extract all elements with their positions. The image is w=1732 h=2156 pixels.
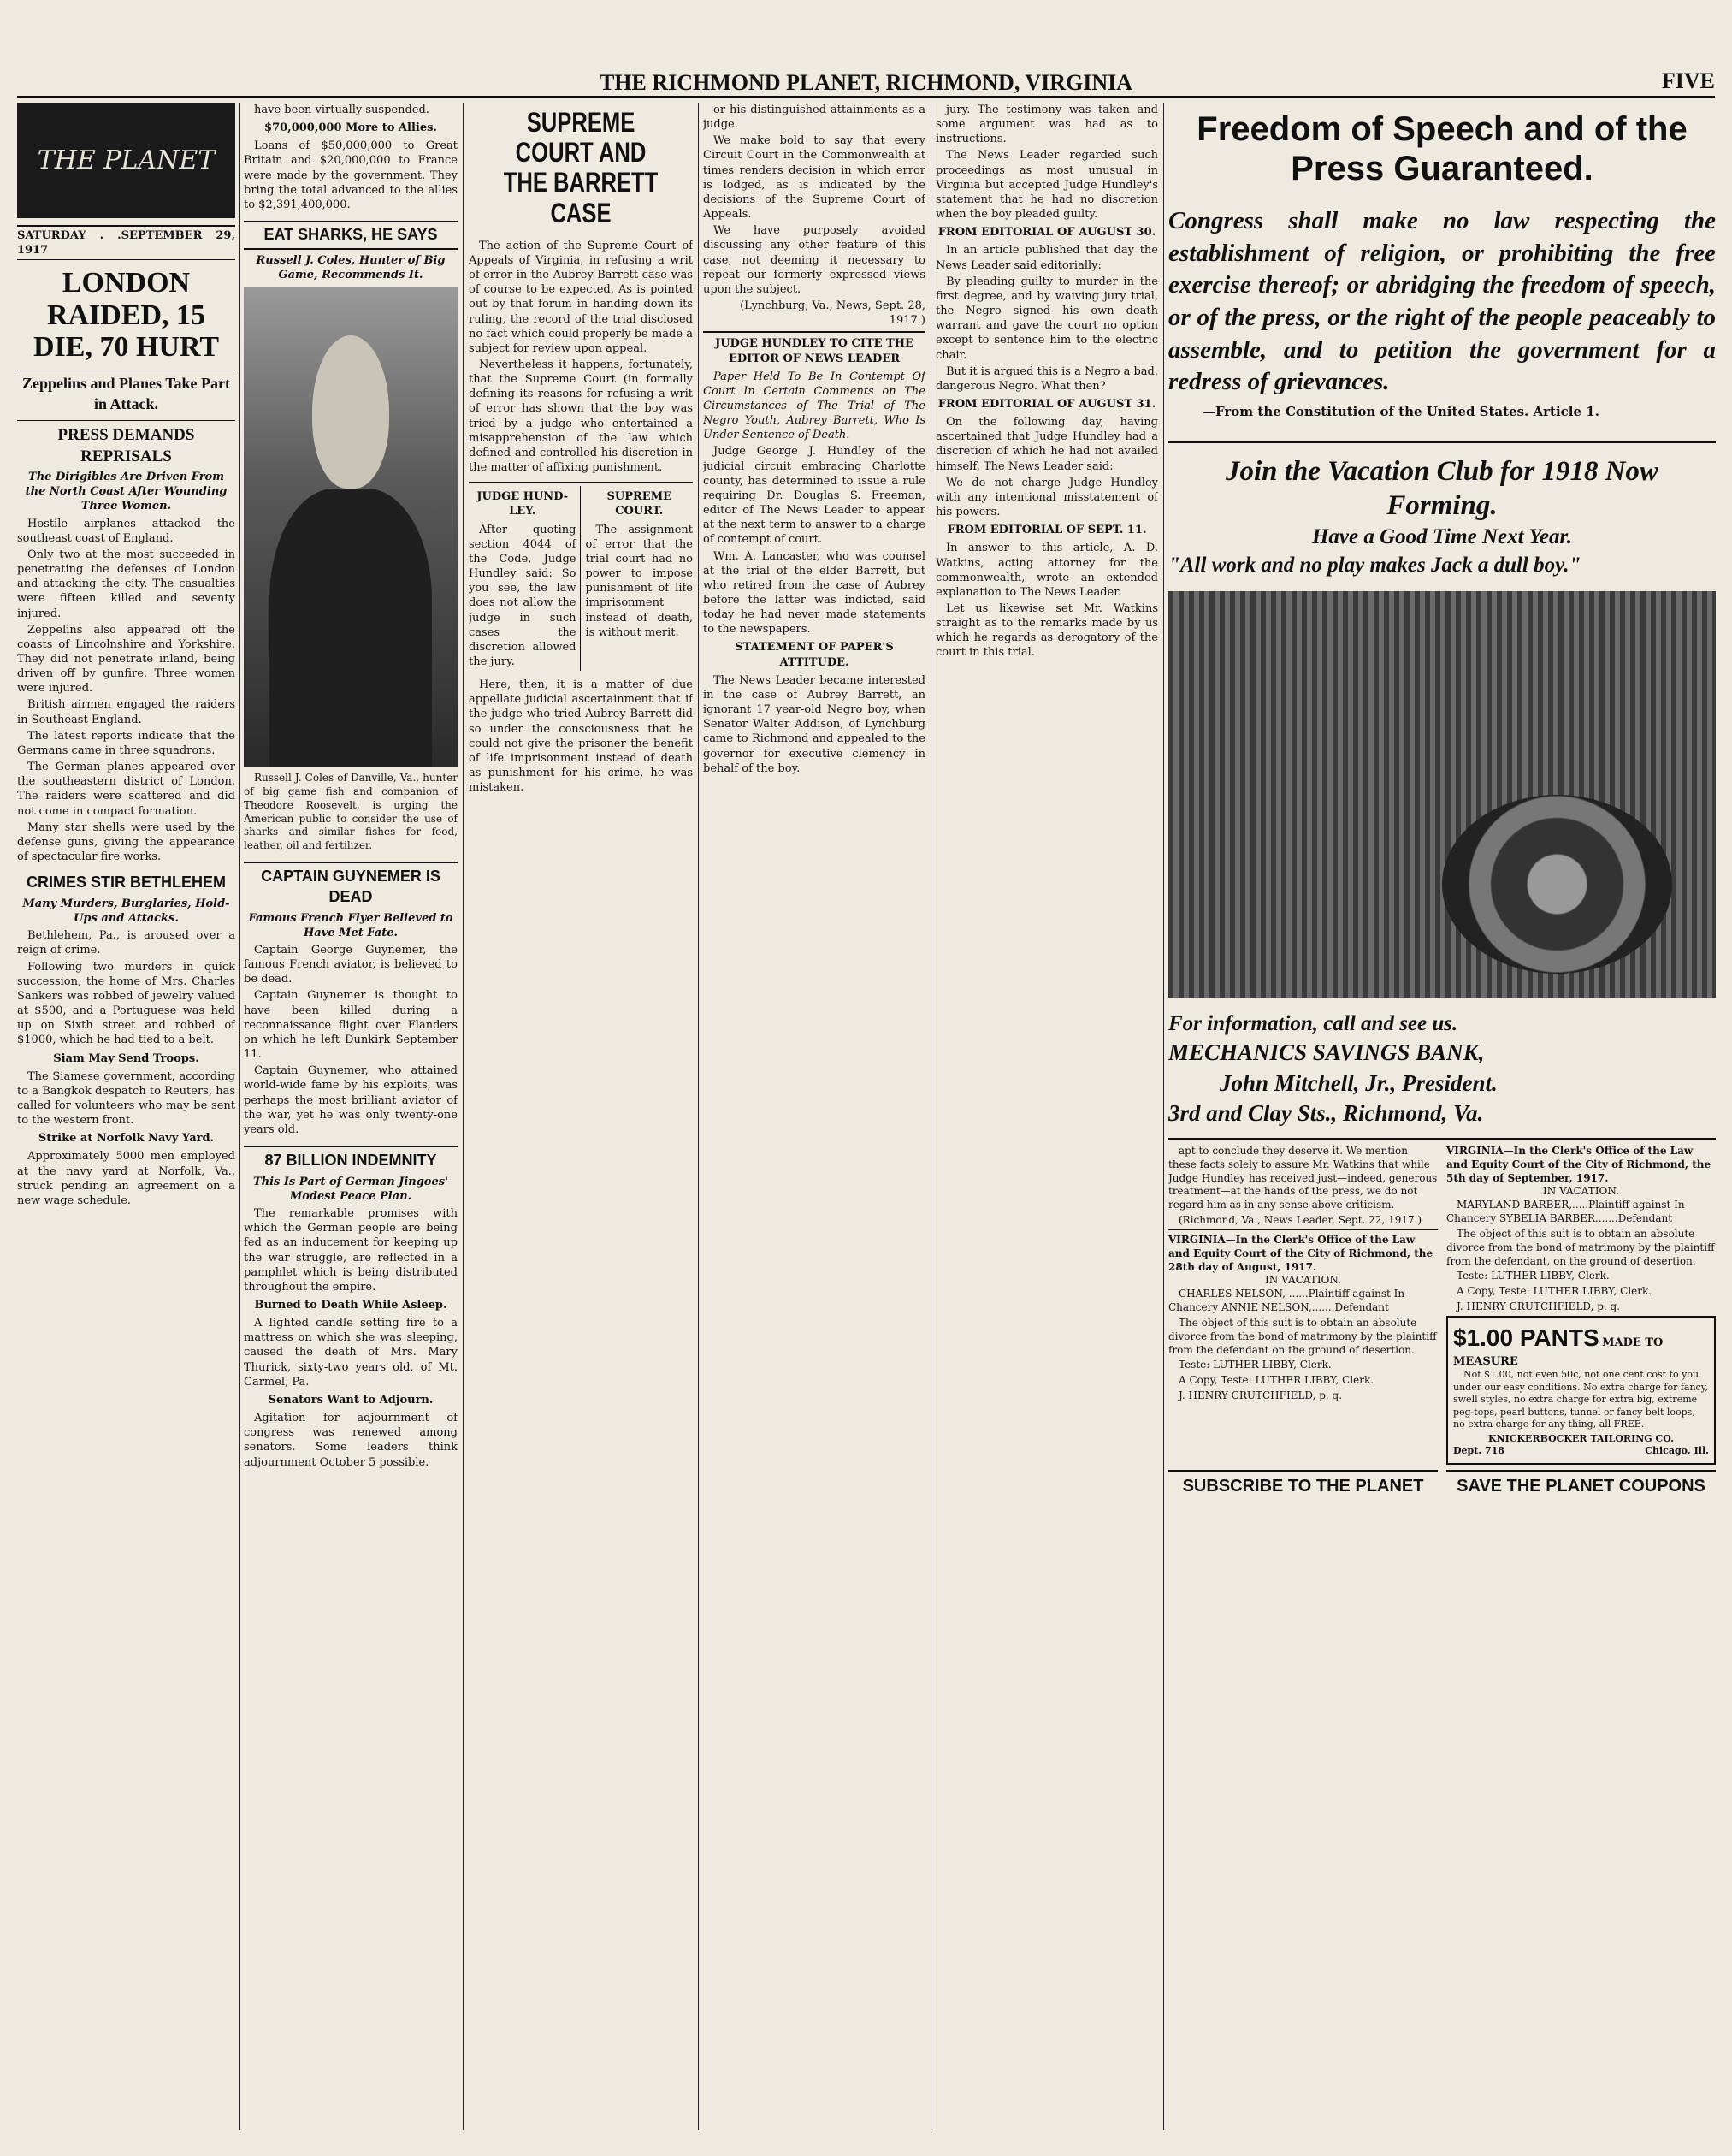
continued-text: have been virtually suspended. xyxy=(254,104,429,116)
pants-ad xyxy=(1446,1316,1716,1465)
bank-president: John Mitchell, Jr., President. xyxy=(1220,1069,1498,1096)
column-rule xyxy=(463,103,464,2130)
column-rule xyxy=(698,103,699,2130)
continued-paragraph: The News Leader regarded such proceedings as most unusual in Virginia but accepted Judge Hundley's statement that he had no discretion when the boy pleaded guilty. xyxy=(936,149,1158,222)
indemnity-deck: This Is Part of German Jingoes' Modest Peace Plan. xyxy=(252,1175,449,1203)
pants-address xyxy=(1453,1445,1709,1458)
freedom-text: Congress shall make no law respecting the establishment of religion, or prohibiting the free exercise thereof; or abridging the freedom of speech, or of the press, or the right of the people peaceably to assemble, and to petition the government for a redress of grievances. xyxy=(1168,207,1716,396)
london-paragraph: The German planes appeared over the southeastern district of London. The raiders were scattered and did not come in compact formation. xyxy=(17,761,235,818)
editorial-paragraph: On the following day, having ascertained that Judge Hundley had a discretion of which he had not availed himself, The News Leader said: xyxy=(936,416,1158,473)
strike-paragraph: Approximately 5000 men employed at the navy yard at Norfolk, Va., struck pending an agreement on a new wage schedule. xyxy=(17,1150,235,1207)
sharks-deck: Russell J. Coles, Hunter of Big Game, Recommends It. xyxy=(256,253,446,281)
column-rule xyxy=(1163,103,1164,2130)
senators-paragraph: Agitation for adjournment of congress was renewed among senators. Some leaders think adjournment October 5 possible. xyxy=(244,1412,458,1469)
crimes-paragraph: Following two murders in quick succession, the home of Mrs. Charles Sankers was robbed of jewelry valued at $500, and a Portuguese was held up on Sixth street and robbed of $1000, which he had tied to a belt. xyxy=(17,960,235,1047)
statement-paragraph: The News Leader became interested in the case of Aubrey Barrett, an ignorant 17 year-old Negro boy, when Senator Walter Addison, of Lynchburg came to Richmond and appealed to the governor for executive clemency in behalf of the boy. xyxy=(703,673,925,775)
editorial-paragraph: In an article published that day the News Leader said editorially: xyxy=(936,244,1158,272)
guynemer-paragraph: Captain Guynemer, who attained world-wide fame by his exploits, was perhaps the most brilliant aviator of the war, yet he was only twenty-one years old. xyxy=(244,1064,458,1136)
bank-vault-photo xyxy=(1168,591,1716,998)
virginia-notice-1-heading: VIRGINIA—In the Clerk's Office of the Law and Equity Court of the City of Richmond, the 5th day of September, 1917. xyxy=(1446,1144,1711,1184)
london-paragraph: Only two at the most succeeded in penetrating the defenses of London and attacking the city. The casualties were fifteen killed and seventy injured. xyxy=(17,548,235,620)
pq-line: J. HENRY CRUTCHFIELD, p. q. xyxy=(1179,1389,1343,1402)
crimes-deck: Many Murders, Burglaries, Hold-Ups and Attacks. xyxy=(22,897,230,926)
notice-source: (Richmond, Va., News Leader, Sept. 22, 1917.) xyxy=(1179,1214,1422,1227)
continued-paragraph: or his distinguished attainments as a judge. xyxy=(703,104,925,132)
comparison-left-label: JUDGE HUND-LEY. xyxy=(476,490,569,518)
senators-headline: Senators Want to Adjourn. xyxy=(268,1393,434,1407)
london-deck-3: The Dirigibles Are Driven From the North Coast After Wounding Three Women. xyxy=(25,471,228,513)
planet-logo: THE PLANET xyxy=(17,103,235,218)
continued-paragraph: jury. The testimony was taken and some argument was had as to instructions. xyxy=(936,104,1158,146)
masthead-title: THE RICHMOND PLANET, RICHMOND, VIRGINIA xyxy=(599,70,1133,95)
london-paragraph: Hostile airplanes attacked the southeast coast of England. xyxy=(17,517,235,545)
barrett-paragraph: Nevertheless it happens, fortunately, that the Supreme Court (in formally defining its reasons for refusing a writ of error has shown that the boy was tried by a judge who entertained a misapprehension of the law which defined and controlled his discretion in the matter of affixing punishment. xyxy=(469,358,693,475)
london-headline: LONDON RAIDED, 15 DIE, 70 HURT xyxy=(33,267,219,364)
coles-portrait xyxy=(244,287,458,767)
burned-paragraph: A lighted candle setting fire to a mattress on which she was sleeping, caused the death of Mrs. Mary Thurick, sixty-two years old, of Mt. Carmel, Pa. xyxy=(244,1317,458,1389)
column-rule xyxy=(239,103,240,2130)
editorial-paragraph: We do not charge Judge Hundley with any intentional misstatement of his powers. xyxy=(936,476,1158,519)
parties: MARYLAND BARBER,.....Plaintiff against In Chancery SYBELIA BARBER.......Defendant xyxy=(1446,1199,1685,1225)
editorial-aug30-headline: FROM EDITORIAL OF AUGUST 30. xyxy=(937,226,1156,240)
hundley-headline: JUDGE HUNDLEY TO CITE THE EDITOR OF NEWS LEADER xyxy=(703,331,925,365)
hundley-paragraph: Judge George J. Hundley of the judicial circuit embracing Charlotte county, has determined to issue a rule requiring Dr. Douglas S. Freeman, editor of The News Leader to appear at the next term to answer to a charge of contempt of court. xyxy=(703,445,925,547)
page-number: FIVE xyxy=(1661,68,1715,93)
allies-headline: $70,000,000 More to Allies. xyxy=(264,121,437,135)
freedom-source: —From the Constitution of the United States. Article 1. xyxy=(1203,404,1599,420)
comparison-right xyxy=(586,486,694,671)
continued-paragraph: We make bold to say that every Circuit Court in the Commonwealth at times renders decision in which error is lodged, as is indicated by the decisions of the Supreme Court of Appeals. xyxy=(703,134,925,222)
comparison-right-text: The assignment of error that the trial court had no power to impose punishment of life imprisonment instead of death, is without merit. xyxy=(585,523,693,639)
parties: CHARLES NELSON, ......Plaintiff against In Chancery ANNIE NELSON,.......Defendant xyxy=(1168,1288,1405,1314)
vacation-club-sub1: Have a Good Time Next Year. xyxy=(1311,525,1573,549)
issue-date: SATURDAY . .SEPTEMBER 29, 1917 xyxy=(17,225,235,260)
pants-price: $1.00 PANTS xyxy=(1453,1324,1599,1351)
allies-paragraph: Loans of $50,000,000 to Great Britain and $20,000,000 to France were made by the government. They bring the total advanced to the allies to $2,391,400,000. xyxy=(244,139,458,211)
vacation-label: IN VACATION. xyxy=(1543,1185,1619,1198)
bank-name: MECHANICS SAVINGS BANK, xyxy=(1168,1040,1485,1066)
london-paragraph: The latest reports indicate that the Germans came in three squadrons. xyxy=(17,729,235,757)
subscribe-banner: SUBSCRIBE TO THE PLANET xyxy=(1168,1470,1438,1497)
pants-tag: MADE TO MEASURE xyxy=(1453,1336,1664,1368)
virginia-notice-2-heading: VIRGINIA—In the Clerk's Office of the Law and Equity Court of the City of Richmond, the 28th day of August, 1917. xyxy=(1168,1229,1438,1274)
barrett-paragraph: Here, then, it is a matter of due appellate judicial ascertainment that if the judge who tried Aubrey Barrett did so under the consciousness that he could not give the prisoner the benefit of life imprisonment instead of death as punishment for his crime, he was mistaken. xyxy=(469,678,693,795)
legal-notices xyxy=(1168,1138,1716,1465)
bank-info: For information, call and see us. xyxy=(1168,1012,1458,1036)
london-paragraph: Many star shells were used by the defense guns, giving the appearance of spectacular fire works. xyxy=(17,820,235,864)
pq-line: J. HENRY CRUTCHFIELD, p. q. xyxy=(1457,1300,1621,1313)
vacation-club-ad xyxy=(1168,441,1716,1129)
portrait-caption: Russell J. Coles of Danville, Va., hunter of big game fish and companion of Theodore Roosevelt, is urging the American public to consider the use of sharks and similar fishes for food, leather, oil and fertilizer. xyxy=(244,772,458,852)
column-5 xyxy=(936,103,1158,2130)
london-paragraph: Zeppelins also appeared off the coasts of Lincolnshire and Yorkshire. They did not penetrate inland, being driven off by gunfire. Three women were injured. xyxy=(17,623,235,696)
column-1 xyxy=(17,103,235,2130)
london-deck-1: Zeppelins and Planes Take Part in Attack. xyxy=(17,370,235,415)
teste-line: Teste: LUTHER LIBBY, Clerk. xyxy=(1179,1359,1332,1371)
strike-headline: Strike at Norfolk Navy Yard. xyxy=(38,1132,215,1146)
source-line: (Lynchburg, Va., News, Sept. 28, 1917.) xyxy=(740,299,925,328)
footer-banners xyxy=(1168,1470,1716,1497)
vacation-club-headline: Join the Vacation Club for 1918 Now Forming. xyxy=(1225,455,1659,521)
siam-paragraph: The Siamese government, according to a Bangkok despatch to Reuters, has called for volunteers who may be sent to the western front. xyxy=(17,1069,235,1128)
london-paragraph: British airmen engaged the raiders in Southeast England. xyxy=(17,698,235,726)
barrett-paragraph: The action of the Supreme Court of Appeals of Virginia, in refusing a writ of error in the Aubrey Barrett case was of course to be expected. As is pointed out by that forum in handing down its ruling, the record of the trial disclosed no fact which could properly be made a subject for review upon appeal. xyxy=(469,239,693,355)
crimes-headline: CRIMES STIR BETHLEHEM xyxy=(26,874,226,891)
guynemer-deck: Famous French Flyer Believed to Have Met Fate. xyxy=(248,911,453,939)
sharks-headline: EAT SHARKS, HE SAYS xyxy=(244,221,458,250)
freedom-headline: Freedom of Speech and of the Press Guaranteed. xyxy=(1197,110,1688,187)
portrait-head xyxy=(312,335,389,489)
column-3 xyxy=(469,103,693,2130)
column-6 xyxy=(1168,103,1716,2130)
continued-paragraph: We have purposely avoided discussing any other feature of this case, not deeming it necessary to repeat our formerly expressed views upon the subject. xyxy=(703,224,925,296)
comparison-left xyxy=(469,486,581,671)
notice-body: The object of this suit is to obtain an absolute divorce from the bond of matrimony by the plaintiff from the defendant, on the ground of desertion. xyxy=(1446,1227,1715,1267)
pants-company: KNICKERBOCKER TAILORING CO. xyxy=(1487,1432,1675,1444)
comparison-box xyxy=(469,482,693,671)
legal-right xyxy=(1446,1145,1716,1465)
continued-paragraph: apt to conclude they deserve it. We mention these facts solely to assure Mr. Watkins that while Judge Hundley has received just—indeed, generous treatment—at the hands of the press, we do not regard him as in any sense above criticism. xyxy=(1168,1144,1438,1211)
column-2 xyxy=(244,103,458,2130)
editorial-paragraph: In answer to this article, A. D. Watkins, acting attorney for the commonwealth, wrote an extended explanation to The News Leader. xyxy=(936,542,1158,599)
guynemer-paragraph: Captain Guynemer is thought to have been killed during a reconnaissance flight over Flanders on which he left Dunkirk September 11. xyxy=(244,989,458,1062)
comparison-left-text: After quoting section 4044 of the Code, Judge Hundley said: So you see, the law does not allow the judge in such cases the discretion allowed the jury. xyxy=(469,523,576,668)
vault-door xyxy=(1442,795,1672,974)
editorial-aug31-headline: FROM EDITORIAL OF AUGUST 31. xyxy=(937,397,1156,411)
burned-headline: Burned to Death While Asleep. xyxy=(254,1298,447,1312)
editorial-paragraph: Let us likewise set Mr. Watkins straight as to the remarks made by us which he regards as derogatory of the court in this trial. xyxy=(936,602,1158,660)
comparison-right-label: SUPREME COURT. xyxy=(606,490,671,518)
pants-dept: Dept. 718 xyxy=(1453,1445,1504,1457)
teste-line: Teste: LUTHER LIBBY, Clerk. xyxy=(1457,1270,1610,1282)
guynemer-headline: CAPTAIN GUYNEMER IS DEAD xyxy=(244,862,458,908)
statement-headline: STATEMENT OF PAPER'S ATTITUDE. xyxy=(735,641,894,669)
crimes-paragraph: Bethlehem, Pa., is aroused over a reign of crime. xyxy=(17,929,235,957)
vacation-label: IN VACATION. xyxy=(1265,1274,1341,1287)
pants-city: Chicago, Ill. xyxy=(1645,1445,1709,1457)
coupons-banner: SAVE THE PLANET COUPONS xyxy=(1446,1470,1716,1497)
hundley-deck: Paper Held To Be In Contempt Of Court In Certain Comments on The Circumstances of The Trial of The Negro Youth, Aubrey Barrett, Who Is Under Sentence of Death. xyxy=(703,370,925,442)
indemnity-headline: 87 BILLION INDEMNITY xyxy=(244,1146,458,1171)
editorial-paragraph: By pleading guilty to murder in the first degree, and by waiving jury trial, the Negro signed his own death warrant and gave the court no option except to sentence him to the electric chair. xyxy=(936,275,1158,362)
copy-line: A Copy, Teste: LUTHER LIBBY, Clerk. xyxy=(1457,1285,1652,1298)
guynemer-paragraph: Captain George Guynemer, the famous French aviator, is believed to be dead. xyxy=(244,943,458,986)
siam-headline: Siam May Send Troops. xyxy=(53,1051,199,1065)
vacation-club-sub2: "All work and no play makes Jack a dull boy." xyxy=(1168,554,1581,578)
hundley-paragraph: Wm. A. Lancaster, who was counsel at the trial of the elder Barrett, but who retired from the case of Aubrey before the latter was indicted, said today he had never made statements to the newspapers. xyxy=(703,549,925,637)
bank-address: 3rd and Clay Sts., Richmond, Va. xyxy=(1168,1100,1484,1127)
editorial-sept11-headline: FROM EDITORIAL OF SEPT. 11. xyxy=(947,524,1147,537)
copy-line: A Copy, Teste: LUTHER LIBBY, Clerk. xyxy=(1179,1374,1374,1387)
barrett-headline: SUPREME COURT AND THE BARRETT CASE xyxy=(503,107,659,228)
legal-left xyxy=(1168,1145,1438,1465)
notice-body: The object of this suit is to obtain an absolute divorce from the bond of matrimony by the plaintiff from the defendant on the ground of desertion. xyxy=(1168,1316,1437,1356)
masthead xyxy=(17,67,1715,98)
editorial-paragraph: But it is argued this is a Negro a bad, dangerous Negro. What then? xyxy=(936,364,1158,393)
indemnity-paragraph: The remarkable promises with which the German people are being fed as an inducement for keeping up the war struggle, are reflected in a pamphlet which is being distributed throughout the empire. xyxy=(244,1207,458,1294)
portrait-body xyxy=(269,489,432,767)
column-4 xyxy=(703,103,925,2130)
london-deck-2: PRESS DEMANDS REPRISALS xyxy=(17,420,235,467)
pants-text: Not $1.00, not even 50c, not one cent cost to you under our easy conditions. No extra charge for fancy, swell styles, no extra charge for extra big, extreme peg-tops, pearl buttons, tunnel or fancy belt loops, no extra charge for any thing, all FREE. xyxy=(1453,1369,1708,1430)
